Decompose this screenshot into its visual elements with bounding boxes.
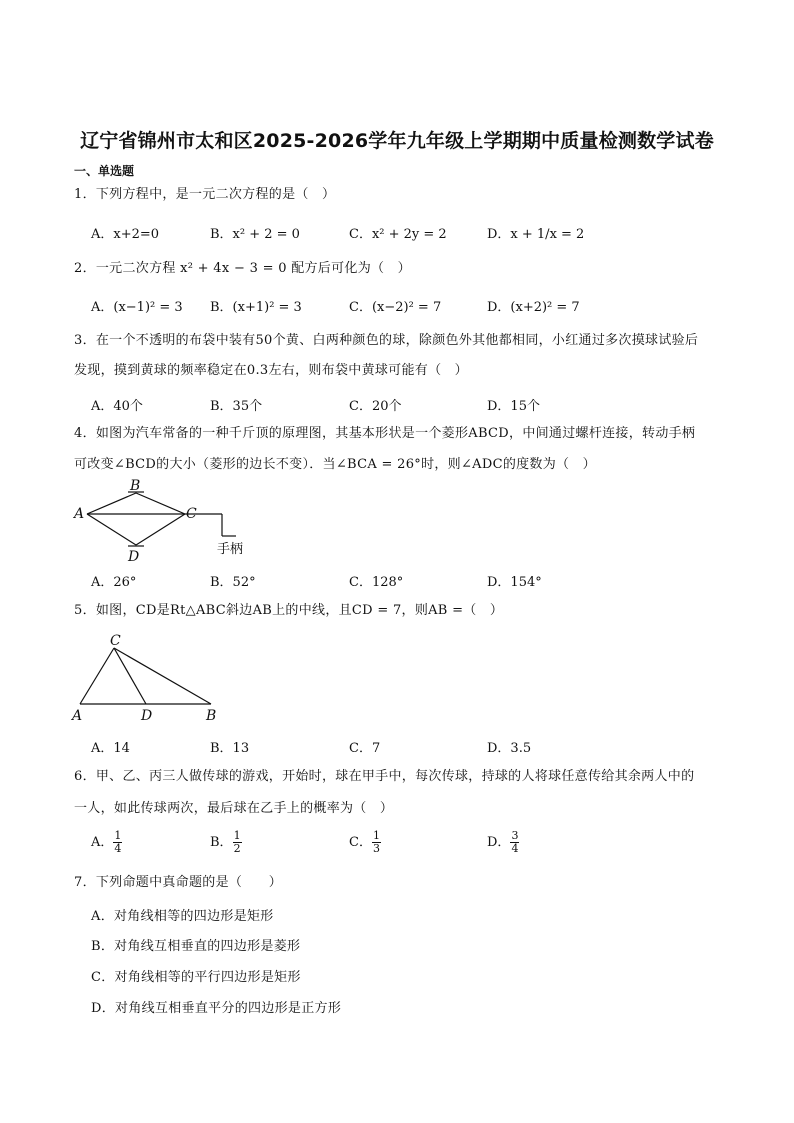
option-c: C．x² + 2y = 2 [349,227,447,242]
option-c: C．128° [349,575,404,590]
option-c: C．20个 [349,399,402,414]
option-label: D． [487,835,511,850]
question-5-options [91,737,731,759]
option-b: B．52° [210,575,256,590]
option-d: D．3.5 [487,741,532,756]
numerator: 3 [511,829,519,842]
question-3-stem-line1: 3．在一个不透明的布袋中装有50个黄、白两种颜色的球，除颜色外其他都相同，小红通过多次摸球试验后 [74,333,699,348]
right-triangle-figure [66,628,226,724]
option-label: A． [91,835,114,850]
fraction [372,830,381,855]
edge-da [87,514,136,545]
question-4-options [91,571,731,593]
option-b: B．13 [210,741,250,756]
edge-ab [87,493,136,514]
option-a: A．14 [91,741,130,756]
label-c: C [186,506,197,522]
option-a: A．26° [91,575,137,590]
question-3-options [91,395,731,417]
label-d: D [141,708,153,724]
label-b: B [206,708,217,724]
label-b: B [130,478,141,494]
numerator: 1 [233,829,241,842]
label-a: A [72,708,83,724]
fraction [510,830,519,855]
numerator: 1 [114,829,122,842]
option-label: C． [349,835,372,850]
question-2-stem: 2．一元二次方程 x² + 4x − 3 = 0 配方后可化为（ ） [74,261,411,276]
median-cd [114,648,146,704]
option-a: A．x+2=0 [91,227,160,242]
option-d: D．154° [487,575,542,590]
option-d: D．对角线互相垂直平分的四边形是正方形 [91,1001,342,1016]
question-7-stem: 7．下列命题中真命题的是（ ） [74,875,283,890]
denominator: 4 [511,842,519,855]
fraction [113,830,122,855]
denominator: 4 [114,842,122,855]
option-a: A．对角线相等的四边形是矩形 [91,909,274,924]
fraction [233,830,242,855]
option-b: B．x² + 2 = 0 [210,227,300,242]
option-b: B．(x+1)² = 3 [210,300,302,315]
question-3-stem-line2: 发现，摸到黄球的频率稳定在0.3左右，则布袋中黄球可能有（ ） [74,363,468,378]
question-1-options [91,223,731,245]
section-heading: 一、单选题 [74,164,135,178]
question-5-stem: 5．如图，CD是Rt△ABC斜边AB上的中线，且CD = 7，则AB =（ ） [74,603,504,618]
question-2-options [91,296,731,318]
option-label: B． [210,835,233,850]
rhombus-jack-figure [70,478,260,568]
option-d: D．x + 1/x = 2 [487,227,585,242]
denominator: 3 [372,842,380,855]
side-cb [114,648,211,704]
option-c: C．对角线相等的平行四边形是矩形 [91,970,301,985]
edge-bc [136,493,185,514]
question-4-stem-line1: 4．如图为汽车常备的一种千斤顶的原理图，其基本形状是一个菱形ABCD，中间通过螺杆连接，转动手柄 [74,426,696,441]
question-4-stem-line2: 可改变∠BCD的大小（菱形的边长不变）．当∠BCA = 26°时，则∠ADC的度数为（ ） [74,457,596,472]
question-6-options [91,830,731,862]
label-handle: 手柄 [217,542,244,557]
label-d: D [128,549,140,565]
option-a: A．40个 [91,399,143,414]
option-d [487,830,519,855]
numerator: 1 [372,829,380,842]
option-d: D．(x+2)² = 7 [487,300,580,315]
exam-title: 辽宁省锦州市太和区2025-2026学年九年级上学期期中质量检测数学试卷 [80,130,714,152]
option-a: A．(x−1)² = 3 [91,300,183,315]
option-b [210,830,242,855]
label-c: C [110,633,121,649]
question-1-stem: 1．下列方程中，是一元二次方程的是（ ） [74,187,336,202]
edge-cd [136,514,185,545]
option-d: D．15个 [487,399,540,414]
option-b: B．对角线互相垂直的四边形是菱形 [91,939,301,954]
option-c: C．(x−2)² = 7 [349,300,442,315]
option-c [349,830,381,855]
option-c: C．7 [349,741,381,756]
option-a [91,830,122,855]
question-6-stem-line2: 一人，如此传球两次，最后球在乙手上的概率为（ ） [74,801,394,816]
side-ac [80,648,114,704]
question-6-stem-line1: 6．甲、乙、丙三人做传球的游戏，开始时，球在甲手中，每次传球，持球的人将球任意传给其余两人中的 [74,769,695,784]
option-b: B．35个 [210,399,263,414]
label-a: A [74,506,85,522]
denominator: 2 [233,842,241,855]
